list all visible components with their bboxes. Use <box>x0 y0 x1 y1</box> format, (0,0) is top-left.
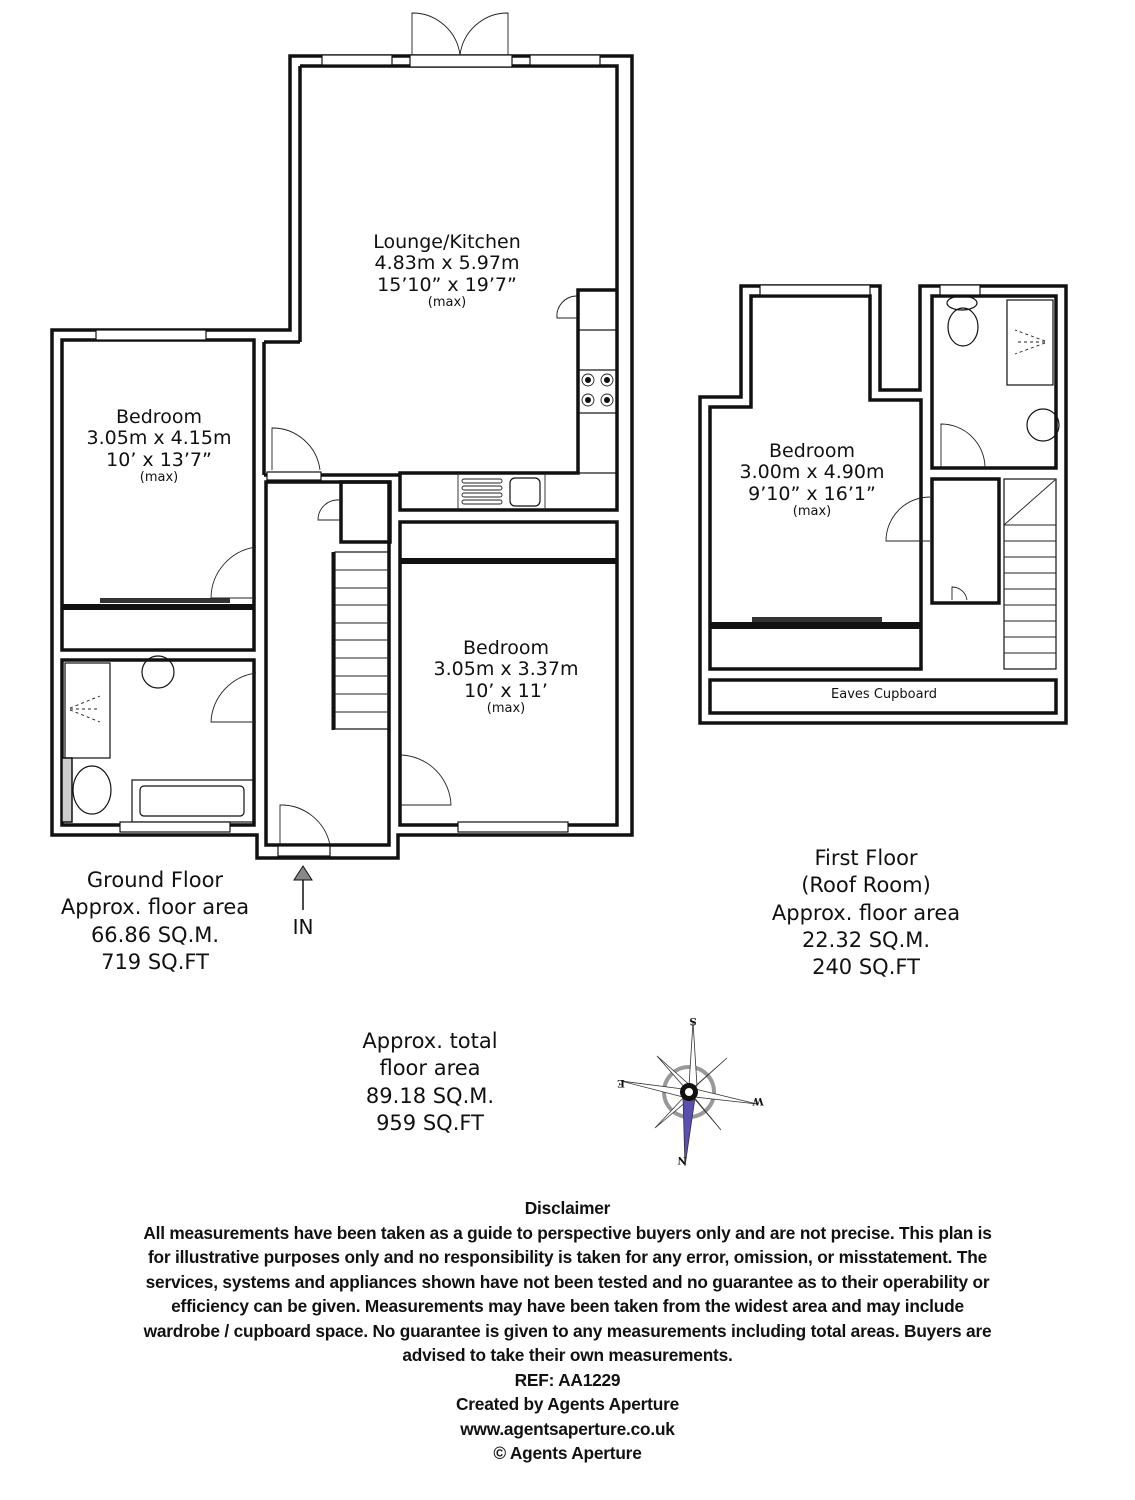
wardrobe-bedroom-1 <box>62 604 254 610</box>
floor-area-sqm: 22.32 SQ.M. <box>801 927 931 952</box>
room-name: Bedroom <box>463 637 549 659</box>
compass-south-label: S <box>689 1015 697 1027</box>
floor-area-sqft: 719 SQ.FT <box>101 949 209 974</box>
window <box>530 55 600 65</box>
floor-subtitle: (Roof Room) <box>801 873 931 898</box>
hob-icon <box>578 370 617 413</box>
hallway-walls <box>266 482 389 845</box>
room-imperial-size: 10’ x 13’7” <box>106 448 212 471</box>
room-label-first-floor-bedroom <box>740 441 885 519</box>
floor-title: First Floor <box>814 846 918 870</box>
room-label-bedroom-1 <box>87 407 232 485</box>
total-area-caption: Approx. total <box>362 1029 498 1053</box>
total-area-sqft: 959 SQ.FT <box>376 1110 484 1135</box>
disclaimer-line: advised to take their own measurements. <box>402 1345 733 1365</box>
created-by: Created by Agents Aperture <box>455 1394 680 1414</box>
room-metric-size: 4.83m x 5.97m <box>374 252 520 275</box>
entrance-label: IN <box>292 915 314 939</box>
first-floor-staircase-icon <box>1004 479 1056 669</box>
disclaimer-block <box>20 1196 1115 1466</box>
wardrobe-first-floor <box>710 622 921 629</box>
disclaimer-line: All measurements have been taken as a guide to perspective buyers only and are not precise. This plan is <box>143 1222 992 1243</box>
room-size-note: (max) <box>792 503 832 519</box>
patio-doors <box>410 55 512 67</box>
window <box>96 330 206 340</box>
window <box>760 285 870 295</box>
staircase-icon <box>335 552 389 729</box>
room-metric-size: 3.00m x 4.90m <box>739 461 885 484</box>
bathroom-walls <box>62 660 254 825</box>
hall-cupboard <box>341 482 390 542</box>
reference-number: REF: AA1229 <box>514 1369 621 1390</box>
room-name: Bedroom <box>116 406 202 428</box>
total-area-sqm: 89.18 SQ.M. <box>365 1083 495 1108</box>
basin-icon <box>1027 409 1059 441</box>
room-imperial-size: 10’ x 11’ <box>464 679 548 702</box>
compass-rose <box>621 1022 757 1166</box>
window <box>120 822 230 832</box>
floor-title: Ground Floor <box>86 868 224 892</box>
room-imperial-size: 15’10” x 19’7” <box>377 273 517 296</box>
website-link[interactable]: www.agentsaperture.co.uk <box>460 1418 675 1439</box>
copyright: © Agents Aperture <box>493 1443 642 1463</box>
total-area-caption-2: floor area <box>379 1056 481 1081</box>
window <box>322 55 392 65</box>
floor-area-sqft: 240 SQ.FT <box>812 955 920 980</box>
floor-area-caption: Approx. floor area <box>771 900 961 925</box>
disclaimer-line: wardrobe / cupboard space. No guarantee is given to any measurements including total areas. Buyers are <box>143 1320 992 1341</box>
room-size-note: (max) <box>139 469 179 485</box>
compass-east-label: E <box>617 1077 625 1089</box>
room-size-note: (max) <box>427 294 467 310</box>
compass-west-label: W <box>752 1095 764 1107</box>
floor-area-sqm: 66.86 SQ.M. <box>90 922 220 947</box>
room-name: Bedroom <box>769 440 855 462</box>
room-label-bedroom-2 <box>434 638 579 716</box>
room-metric-size: 3.05m x 4.15m <box>86 427 232 450</box>
landing-walls <box>932 479 999 603</box>
eaves-cupboard-label: Eaves Cupboard <box>831 687 937 702</box>
wardrobe-bedroom-2 <box>400 558 617 564</box>
kitchen-counter <box>400 473 617 510</box>
kitchen-cupboard <box>578 290 617 330</box>
floor-area-caption: Approx. floor area <box>60 895 250 920</box>
shower-spray-icon <box>70 696 100 722</box>
room-name: Lounge/Kitchen <box>373 231 521 253</box>
front-door <box>278 846 330 856</box>
disclaimer-title: Disclaimer <box>524 1198 611 1218</box>
ground-floor-area-summary <box>61 867 249 976</box>
disclaimer-line: efficiency can be given. Measurements may have been taken from the widest area and may include <box>171 1296 964 1316</box>
first-floor-area-summary <box>772 845 960 981</box>
toilet-icon <box>948 308 978 346</box>
total-area-summary <box>362 1028 497 1137</box>
room-label-lounge-kitchen <box>373 232 521 310</box>
room-metric-size: 3.05m x 3.37m <box>433 658 579 681</box>
sink-icon <box>510 478 540 506</box>
toilet-icon <box>73 766 111 814</box>
compass-north-label: N <box>677 1154 687 1166</box>
disclaimer-line: for illustrative purposes only and no responsibility is taken for any error, omission, or misstatement. The <box>147 1247 988 1267</box>
room-size-note: (max) <box>486 700 526 716</box>
bedroom-1-walls <box>62 340 254 650</box>
drainer-icon <box>462 479 502 504</box>
window <box>940 285 980 295</box>
disclaimer-line: services, systems and appliances shown have not been tested and no guarantee as to their operability or <box>145 1271 990 1292</box>
entrance-arrow-icon <box>294 866 312 880</box>
room-imperial-size: 9’10” x 16’1” <box>748 482 876 505</box>
window <box>458 822 568 832</box>
shower-room-walls <box>932 296 1056 468</box>
shower-tray <box>1007 300 1053 385</box>
